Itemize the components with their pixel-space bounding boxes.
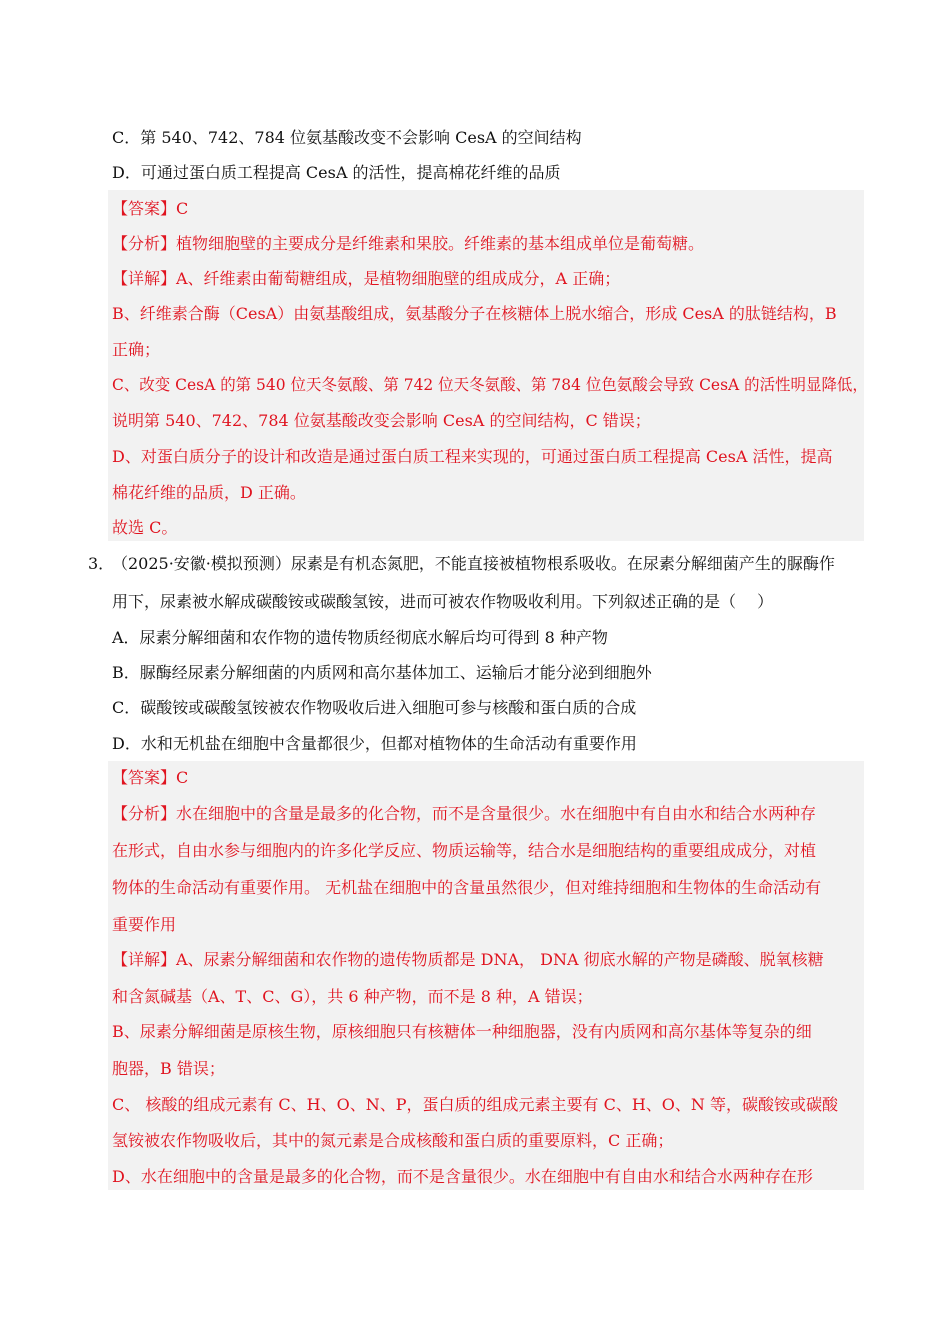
analysis-text: 【分析】植物细胞壁的主要成分是纤维素和果胶。纤维素的基本组成单位是葡萄糖。: [112, 234, 705, 253]
detail-line: 氢铵被农作物吸收后，其中的氮元素是合成核酸和蛋白质的重要原料，C 正确；: [112, 1131, 674, 1150]
answer-label: 【答案】C: [112, 199, 189, 218]
detail-line: B、尿素分解细菌是原核生物，原核细胞只有核糖体一种细胞器，没有内质网和高尔基体等复杂的细: [112, 1022, 812, 1041]
analysis-text: 在形式，自由水参与细胞内的许多化学反应、物质运输等，结合水是细胞结构的重要组成成分，对植: [112, 841, 817, 860]
detail-line: 棉花纤维的品质，D 正确。: [112, 483, 306, 502]
question-number: 3．: [88, 554, 115, 573]
solution-box-q3: [108, 761, 864, 1190]
detail-line: C、 核酸的组成元素有 C、H、O、N、P，蛋白质的组成元素主要有 C、H、O、N 等，碳酸铵或碳酸: [112, 1095, 838, 1114]
analysis-text: 【分析】水在细胞中的含量是最多的化合物，而不是含量很少。水在细胞中有自由水和结合水两种存: [112, 804, 817, 823]
detail-line: D、水在细胞中的含量是最多的化合物，而不是含量很少。水在细胞中有自由水和结合水两种存在形: [112, 1167, 813, 1186]
detail-line: 正确；: [112, 340, 161, 359]
question-stem: 用下，尿素被水解成碳酸铵或碳酸氢铵，进而可被农作物吸收利用。下列叙述正确的是（ ）: [112, 592, 774, 611]
detail-line: 胞器，B 错误；: [112, 1059, 225, 1078]
question-stem: （2025·安徽·模拟预测）尿素是有机态氮肥，不能直接被植物根系吸收。在尿素分解细菌产生的脲酶作: [112, 554, 835, 573]
option-c: C．第 540、742、784 位氨基酸改变不会影响 CesA 的空间结构: [112, 128, 582, 147]
detail-line: C、改变 CesA 的第 540 位天冬氨酸、第 742 位天冬氨酸、第 784 位色氨酸会导致 CesA 的活性明显降低，: [112, 375, 868, 394]
detail-line: 【详解】A、纤维素由葡萄糖组成，是植物细胞壁的组成成分，A 正确；: [112, 269, 621, 288]
detail-line: B、纤维素合酶（CesA）由氨基酸组成，氨基酸分子在核糖体上脱水缩合，形成 CesA 的肽链结构，B: [112, 304, 837, 323]
option-b: B．脲酶经尿素分解细菌的内质网和高尔基体加工、运输后才能分泌到细胞外: [112, 663, 652, 682]
option-c: C．碳酸铵或碳酸氢铵被农作物吸收后进入细胞可参与核酸和蛋白质的合成: [112, 698, 637, 717]
option-a: A．尿素分解细菌和农作物的遗传物质经彻底水解后均可得到 8 种产物: [112, 628, 608, 647]
option-d: D．可通过蛋白质工程提高 CesA 的活性，提高棉花纤维的品质: [112, 163, 561, 182]
conclusion-text: 故选 C。: [112, 518, 178, 537]
analysis-text: 重要作用: [112, 915, 177, 934]
analysis-text: 物体的生命活动有重要作用。 无机盐在细胞中的含量虽然很少，但对维持细胞和生物体的生命活动有: [112, 878, 822, 897]
answer-label: 【答案】C: [112, 768, 189, 787]
detail-line: D、对蛋白质分子的设计和改造是通过蛋白质工程来实现的，可通过蛋白质工程提高 CesA 活性，提高: [112, 447, 833, 466]
detail-line: 和含氮碱基（A、T、C、G），共 6 种产物，而不是 8 种，A 错误；: [112, 987, 593, 1006]
detail-line: 【详解】A、尿素分解细菌和农作物的遗传物质都是 DNA， DNA 彻底水解的产物是磷酸、脱氧核糖: [112, 950, 824, 969]
detail-line: 说明第 540、742、784 位氨基酸改变会影响 CesA 的空间结构，C 错误；: [112, 411, 651, 430]
option-d: D．水和无机盐在细胞中含量都很少，但都对植物体的生命活动有重要作用: [112, 734, 637, 753]
